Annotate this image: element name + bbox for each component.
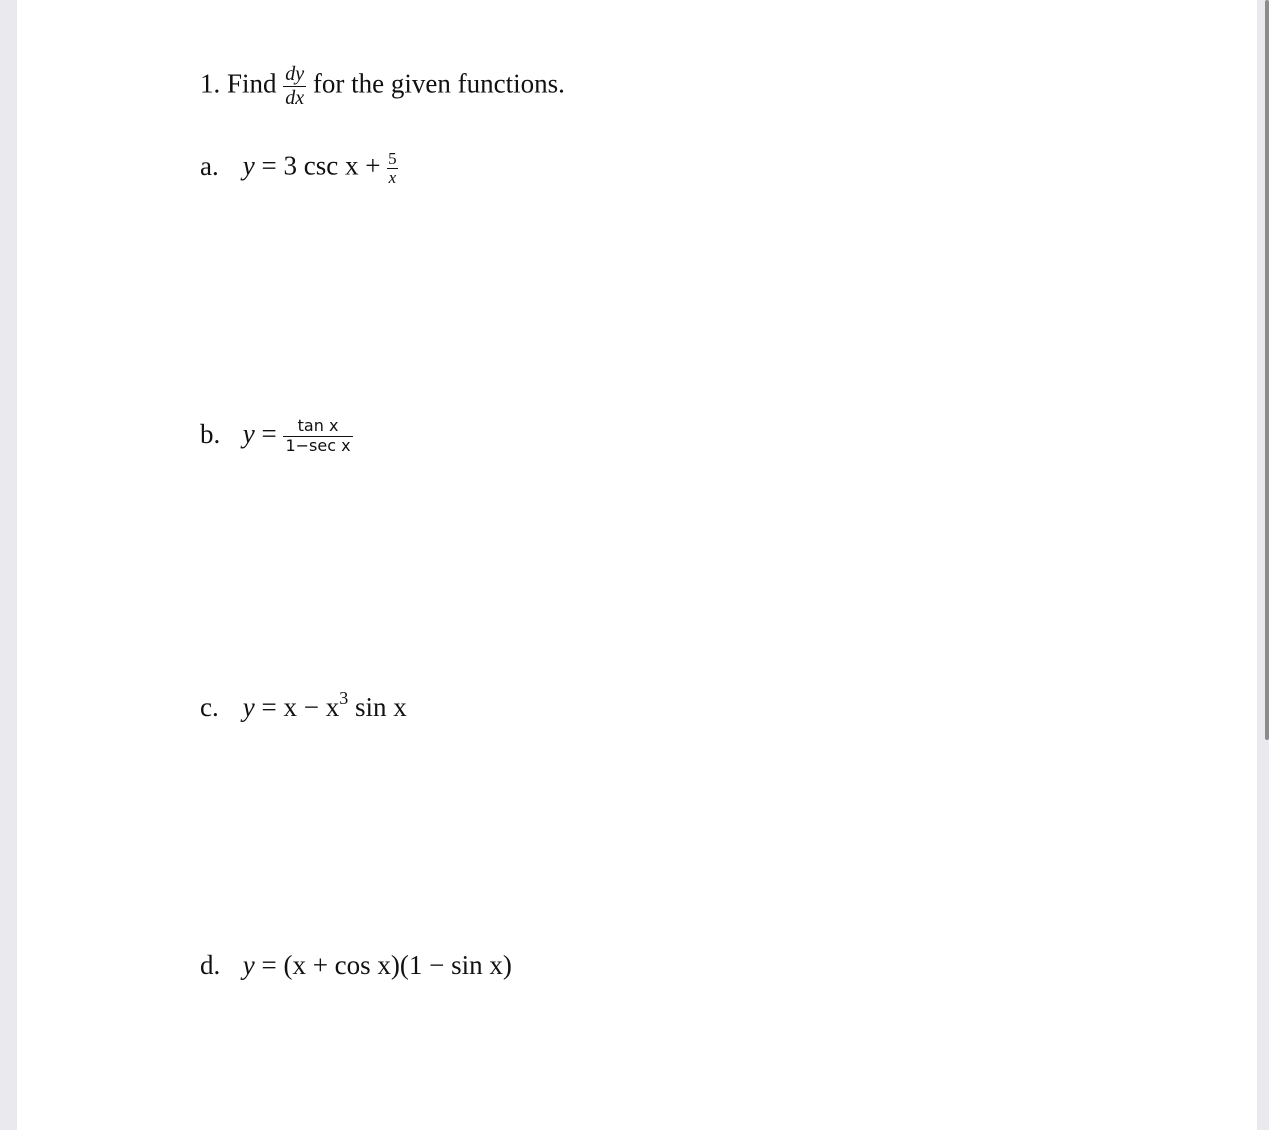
part-a-expression: 3 csc x + (283, 150, 381, 181)
part-a-numerator: 5 (388, 149, 397, 168)
part-b-equals: = (261, 418, 277, 449)
part-a-fraction (387, 150, 398, 187)
part-c-label: c. (200, 692, 219, 722)
part-b-denominator: 1−sec x (285, 435, 351, 455)
part-b-numerator: tan x (283, 418, 352, 437)
part-c-exponent: 3 (339, 688, 349, 708)
part-d-label: d. (200, 950, 221, 980)
part-c-expression-pre: x − x (283, 692, 340, 722)
part-a (200, 150, 398, 187)
part-a-denominator: x (388, 167, 397, 187)
derivative-denominator: dx (285, 87, 305, 109)
part-c (200, 688, 407, 722)
part-b-lhs: y (242, 418, 255, 449)
part-a-lhs: y (242, 150, 255, 181)
problem-number: 1. (200, 68, 221, 99)
problem-statement (200, 64, 565, 109)
part-b (200, 418, 353, 455)
part-c-expression-post: sin x (348, 692, 407, 722)
derivative-numerator: dy (285, 63, 305, 85)
part-a-equals: = (261, 150, 277, 181)
derivative-fraction (283, 64, 306, 109)
part-c-lhs: y (242, 692, 255, 722)
vertical-scrollbar[interactable] (1265, 0, 1269, 740)
part-d-lhs: y (242, 950, 255, 980)
part-a-label: a. (200, 150, 219, 181)
find-word: Find (227, 68, 277, 99)
part-b-fraction (283, 418, 352, 455)
part-c-equals: = (261, 692, 277, 722)
part-d-equals: = (261, 950, 277, 980)
part-d (200, 952, 512, 979)
part-d-expression: (x + cos x)(1 − sin x) (283, 950, 512, 980)
problem-text: for the given functions. (312, 68, 565, 99)
part-b-label: b. (200, 418, 221, 449)
